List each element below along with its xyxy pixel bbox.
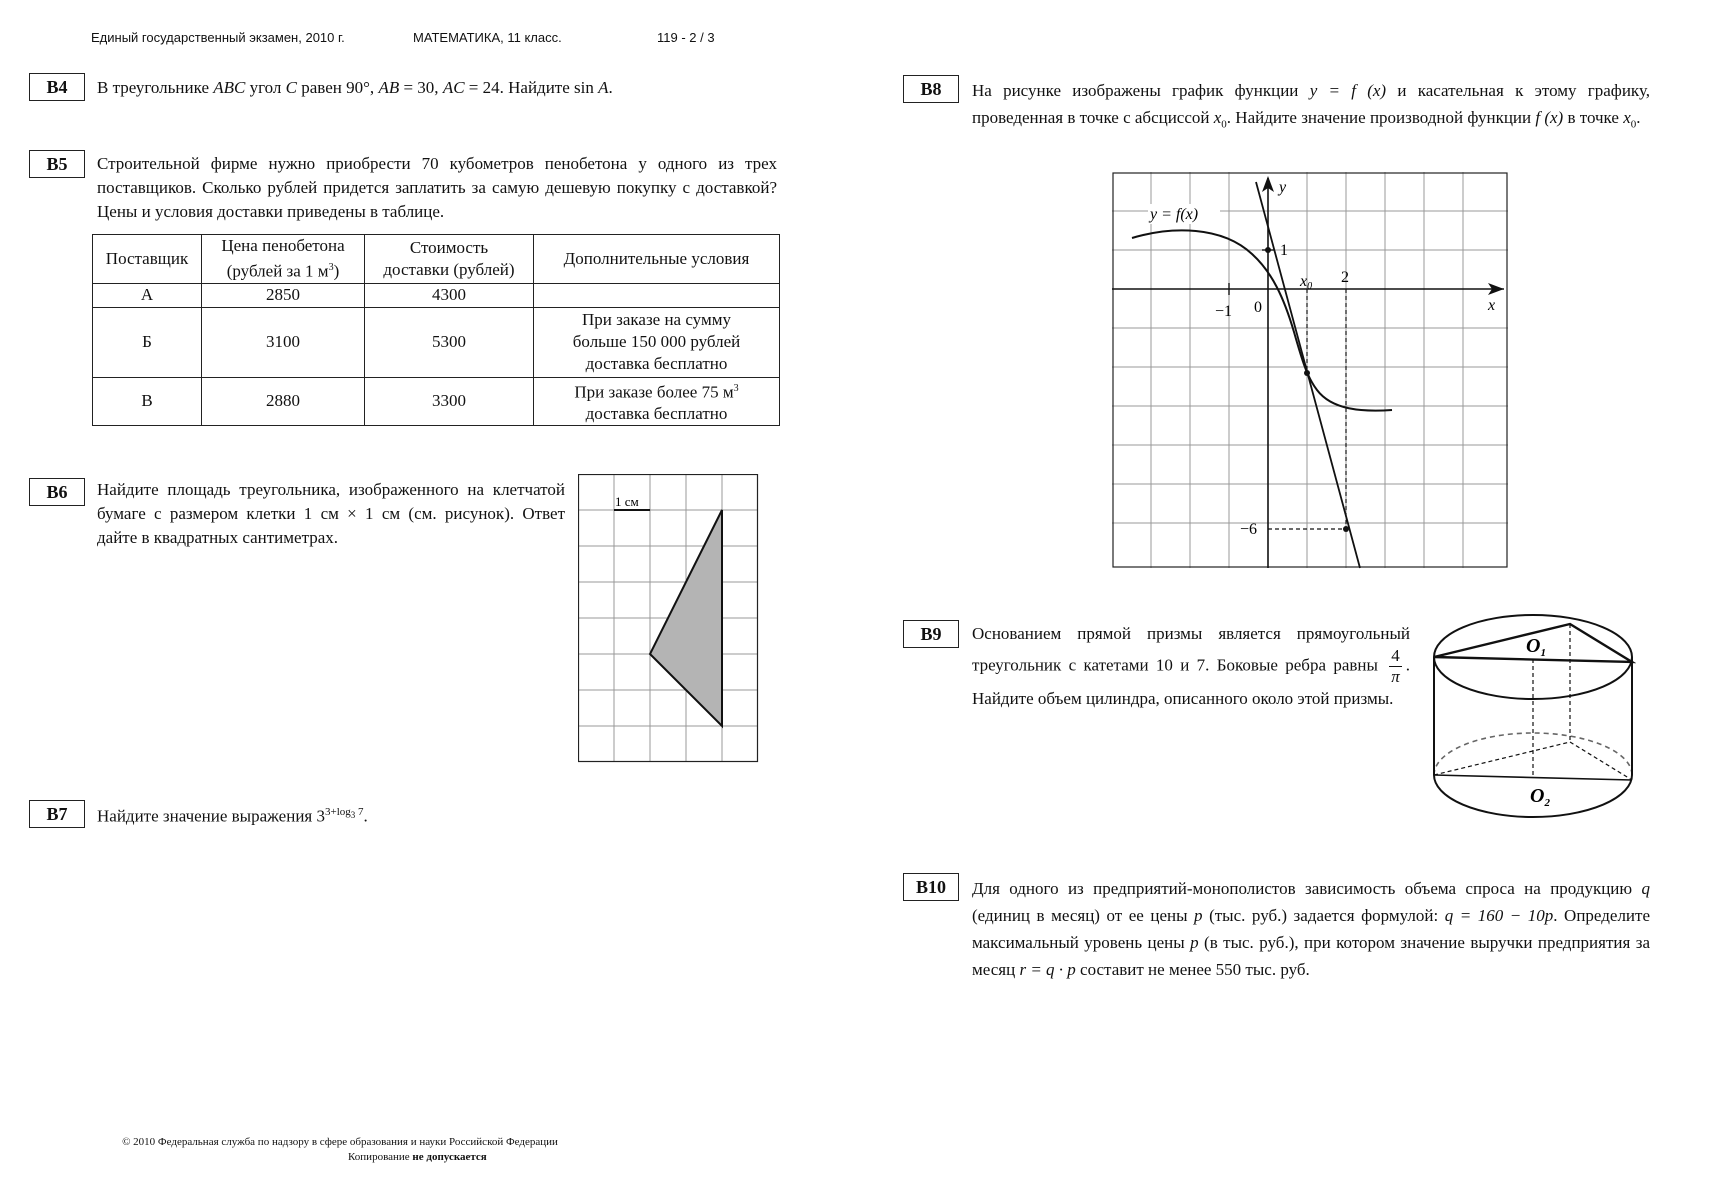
b7-end: . xyxy=(363,806,368,826)
task-b8-text xyxy=(972,77,1650,138)
footer-copy-note xyxy=(250,1151,748,1163)
b4-var-a: A xyxy=(598,78,609,97)
cell-delivery: 5300 xyxy=(365,307,534,377)
b8-function-curve xyxy=(1132,230,1392,410)
b8-text-part: и касательная к этому графику, проведенная в точке с абсциссой xyxy=(972,81,1650,127)
b4-text-part: равен 90°, xyxy=(297,78,379,97)
b8-tick-label: 1 xyxy=(1280,242,1288,259)
cell-supplier: А xyxy=(93,283,202,307)
cell-delivery: 4300 xyxy=(365,283,534,307)
b4-var-abc: ABC xyxy=(213,78,246,97)
b8-point xyxy=(1265,247,1271,253)
th-delivery xyxy=(365,235,534,284)
b8-func: f (x) xyxy=(1535,108,1564,127)
cond-line: доставка бесплатно xyxy=(585,404,728,424)
b9-frac-den: π xyxy=(1391,667,1400,686)
b10-text-part: (тыс. руб.) задается формулой: xyxy=(1202,906,1445,925)
b9-o2-label xyxy=(1530,785,1550,809)
b10-text-part: (единиц в месяц) от ее цены xyxy=(972,906,1195,925)
b8-tick-label: 0 xyxy=(1254,299,1262,316)
b9-text-part: Основанием прямой призмы является прямоугольный треугольник с катетами 10 и 7. Боковые ребра равны xyxy=(972,624,1410,675)
table-row xyxy=(93,307,780,377)
cell-price: 2880 xyxy=(202,377,365,426)
table-row xyxy=(93,377,780,426)
table-header-row xyxy=(93,235,780,284)
b9-bottom-edge xyxy=(1434,742,1570,775)
cell-price: 3100 xyxy=(202,307,365,377)
task-label-b10: B10 xyxy=(903,873,959,901)
b7-exp-sub: 3 xyxy=(350,810,356,821)
cell-conditions xyxy=(534,283,780,307)
b8-x0-sub: 0 xyxy=(1221,118,1227,131)
b8-x0-label xyxy=(1299,273,1312,292)
b8-tick-label: 2 xyxy=(1341,269,1349,286)
th-price-line2: (рублей за 1 м xyxy=(226,261,329,281)
b10-var-p: p xyxy=(1194,906,1203,925)
cond-line: доставка бесплатно xyxy=(585,354,728,374)
b4-var-ac: AC xyxy=(442,78,465,97)
task-label-b7: B7 xyxy=(29,800,85,828)
cond-line: При заказе на сумму xyxy=(582,310,731,330)
b9-o1-sub: 1 xyxy=(1540,647,1546,659)
b4-text-part: В треугольнике xyxy=(97,78,214,97)
b7-text-part: Найдите значение выражения 3 xyxy=(97,806,325,826)
table-row xyxy=(93,283,780,307)
th-price-close: ) xyxy=(333,261,340,281)
b8-tick-label: −6 xyxy=(1240,521,1258,538)
task-label-b8: B8 xyxy=(903,75,959,103)
b9-text-part: . Найдите объем цилиндра, описанного около этой призмы. xyxy=(972,655,1410,708)
footer-copyright: © 2010 Федеральная служба по надзору в сфере образования и науки Российской Федерации xyxy=(122,1136,558,1148)
b9-frac-num: 4 xyxy=(1391,646,1400,665)
footer-copy-text: Копирование xyxy=(348,1151,413,1163)
b10-revenue: r = q · p xyxy=(1019,960,1076,979)
b8-x0-letter: x xyxy=(1300,273,1308,290)
b4-text-part: = 24. Найдите sin xyxy=(464,78,599,97)
b4-var-ab: AB xyxy=(378,78,400,97)
b4-text-part: . xyxy=(608,78,613,97)
cond-sup: 3 xyxy=(733,382,739,394)
b9-o1-label xyxy=(1526,635,1546,659)
b10-formula: q = 160 − 10p xyxy=(1444,906,1554,925)
b9-o2-letter: O xyxy=(1530,785,1545,807)
b10-text-part: Для одного из предприятий-монополистов зависимость объема спроса на продукцию xyxy=(972,879,1642,898)
cell-delivery: 3300 xyxy=(365,377,534,426)
b8-text-part: в точке xyxy=(1563,108,1624,127)
b8-func: y = f (x) xyxy=(1309,81,1387,100)
b8-graph-border xyxy=(1113,173,1507,567)
b8-x0-sub: 0 xyxy=(1630,118,1637,131)
b9-bottom-edge xyxy=(1434,775,1632,780)
b8-x0: x xyxy=(1213,108,1222,127)
b9-o2-sub: 2 xyxy=(1544,797,1550,809)
task-label-b9: B9 xyxy=(903,620,959,648)
b8-graph xyxy=(1112,172,1512,572)
th-conditions: Дополнительные условия xyxy=(534,235,780,284)
b8-x0-subscript: 0 xyxy=(1307,281,1313,292)
b8-func-label: y = f(x) xyxy=(1150,206,1199,223)
b10-var-p: p xyxy=(1190,933,1199,952)
b8-point xyxy=(1343,526,1349,532)
cell-price: 2850 xyxy=(202,283,365,307)
b9-cylinder-figure xyxy=(1430,612,1636,824)
cell-conditions xyxy=(534,377,780,426)
task-b10-text xyxy=(972,875,1650,983)
b9-o1-letter: O xyxy=(1526,635,1541,657)
b8-tick-label: −1 xyxy=(1215,303,1233,320)
b10-var-q: q xyxy=(1641,879,1650,898)
b8-x-axis-label: x xyxy=(1488,297,1496,314)
b10-text-part: (в тыс. руб.), при котором значение выручки предприятия за месяц xyxy=(972,933,1650,979)
header-exam: Единый государственный экзамен, 2010 г. xyxy=(91,30,345,45)
b4-text-part: = 30, xyxy=(399,78,443,97)
price-table xyxy=(92,234,780,426)
b10-text-part: . Определите максимальный уровень цены xyxy=(972,906,1651,952)
th-price-line1: Цена пенобетона xyxy=(221,236,345,255)
b7-exp-tail: 7 xyxy=(355,806,364,818)
footer-copy-bold: не допускается xyxy=(412,1151,487,1163)
b4-var-c: C xyxy=(285,78,298,97)
th-supplier: Поставщик xyxy=(93,235,202,284)
task-label-b6: B6 xyxy=(29,478,85,506)
b8-text-part: . xyxy=(1636,108,1641,127)
task-b6-text: Найдите площадь треугольника, изображенного на клетчатой бумаге с размером клетки 1 см × 1 см (см. рисунок). Ответ дайте в квадратных сантиметрах. xyxy=(97,480,565,547)
b4-text-part: угол xyxy=(245,78,286,97)
b8-point xyxy=(1304,370,1310,376)
b8-text-part: На рисунке изображены график функции xyxy=(972,81,1310,100)
th-delivery-line2: доставки (рублей) xyxy=(383,259,515,279)
task-b7-text xyxy=(97,800,597,829)
header-subject: МАТЕМАТИКА, 11 класс. xyxy=(413,30,562,45)
b7-exponent: 3+log xyxy=(324,806,351,818)
th-price xyxy=(202,235,365,284)
cond-line: больше 150 000 рублей xyxy=(572,332,741,352)
b6-grid-figure xyxy=(578,474,760,764)
task-b4-text xyxy=(97,76,777,100)
b9-fraction xyxy=(1389,646,1402,687)
b8-text-part: . Найдите значение производной функции xyxy=(1226,108,1536,127)
cond-line: При заказе более 75 м xyxy=(574,382,734,402)
b8-x0: x xyxy=(1623,108,1631,127)
b8-y-axis-label: y xyxy=(1279,179,1287,196)
task-b9-text xyxy=(972,622,1410,711)
task-b5-text: Строительной фирме нужно приобрести 70 кубометров пенобетона у одного из трех поставщиков. Сколько рублей придется заплатить за самую дешевую покупку с доставкой? Цены и условия доставки приведены в таблице. xyxy=(97,154,777,221)
th-price-sup: 3 xyxy=(328,262,334,273)
cell-supplier: В xyxy=(93,377,202,426)
b6-scale-label: 1 см xyxy=(615,494,639,509)
task-label-b5: B5 xyxy=(29,150,85,178)
header-page: 119 - 2 / 3 xyxy=(657,30,715,45)
th-delivery-line1: Стоимость xyxy=(409,237,489,257)
b9-bottom-edge xyxy=(1570,742,1632,780)
b10-text-part: составит не менее 550 тыс. руб. xyxy=(1075,960,1310,979)
cell-conditions xyxy=(534,307,780,377)
task-label-b4: B4 xyxy=(29,73,85,101)
cell-supplier: Б xyxy=(93,307,202,377)
